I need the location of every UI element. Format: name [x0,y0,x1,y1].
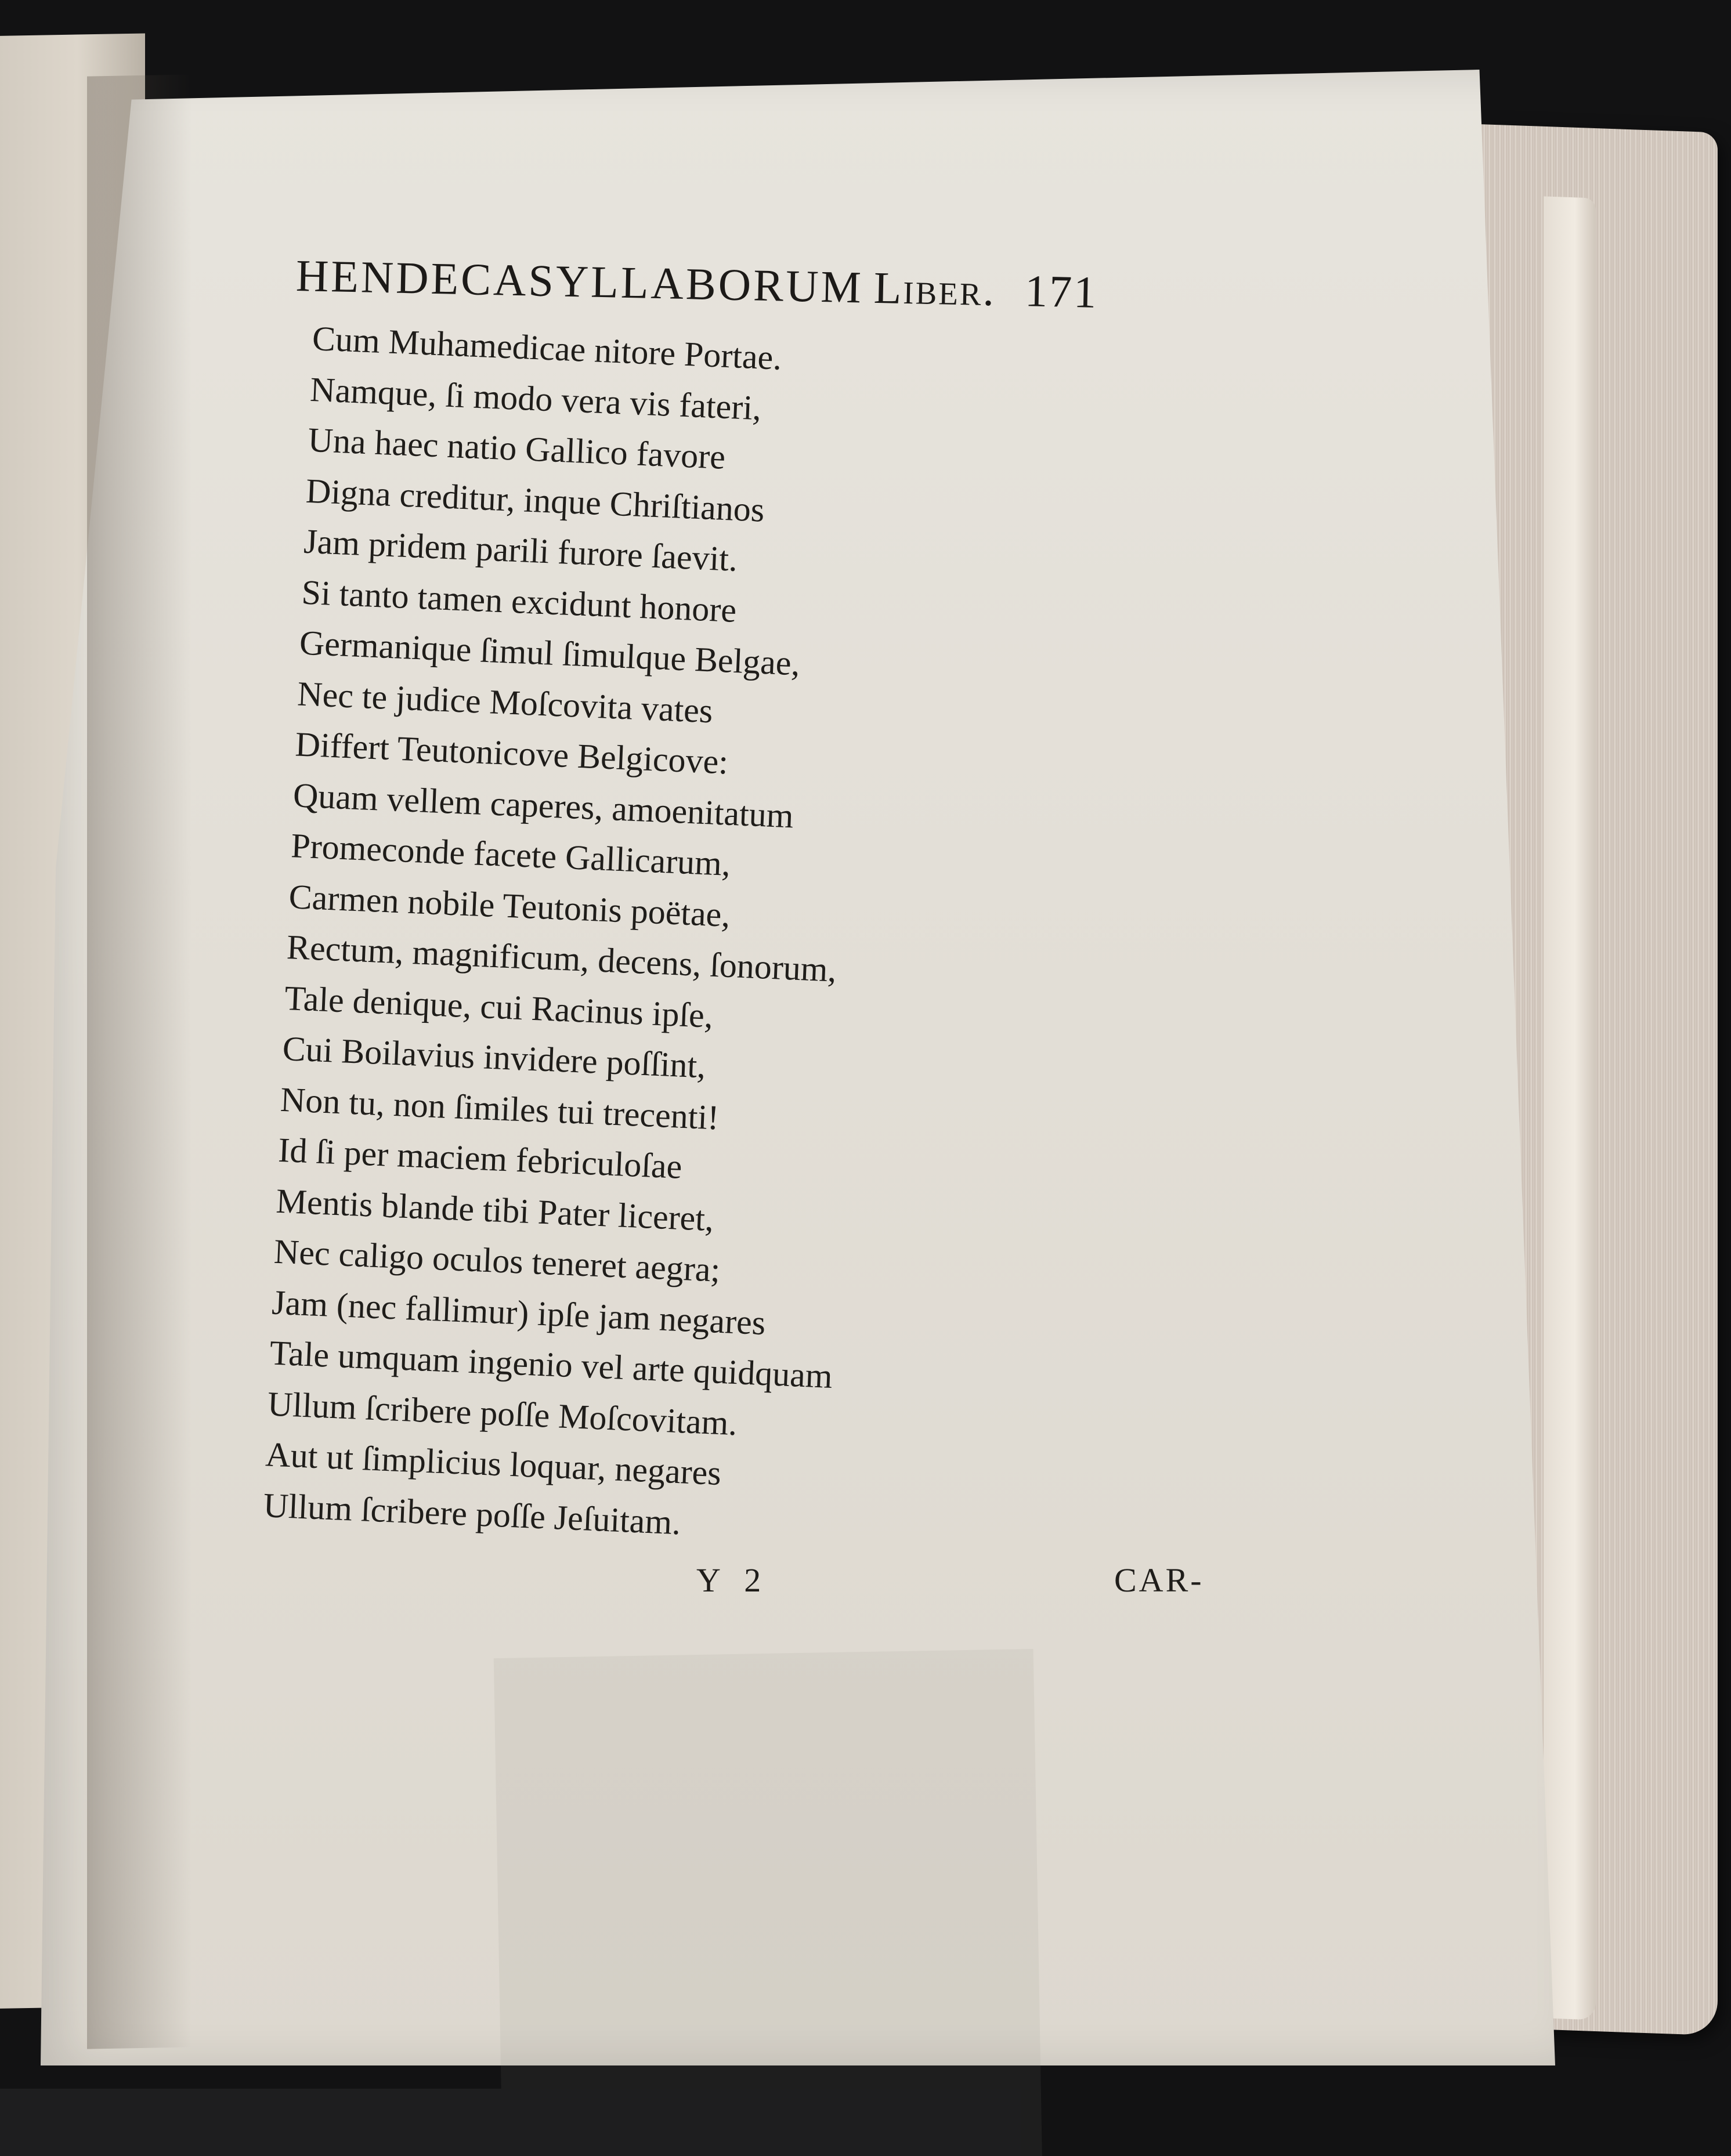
verse-line: Jam pridem parili furore ſaevit. [303,522,739,578]
verse-line: Id ſi per maciem febriculoſae [277,1130,683,1186]
verse-line: Una haec natio Gallico favore [307,420,727,476]
verse-line: Digna creditur, inque Chriſtianos [305,471,765,529]
verse-line: Promeconde facete Gallicarum, [290,826,732,883]
show-through-ornament [494,1649,1045,2156]
table-surface [0,2089,1021,2156]
gutter-shadow [87,74,191,2049]
running-head-liber: Liber. [873,262,997,316]
verse-line: Ullum ſcribere poſſe Jeſuitam. [262,1485,682,1542]
book-cover-edge [1544,196,1596,2020]
page-number: 171 [1024,265,1099,317]
verse-line: Jam (nec fallimur) ipſe jam negares [271,1283,767,1342]
verse-line: Tale umquam ingenio vel arte quidquam [269,1333,833,1396]
verse-line: Nec caligo oculos teneret aegra; [273,1232,721,1289]
verse-line: Ullum ſcribere poſſe Moſcovitam. [266,1384,738,1442]
verse-text [262,313,876,1554]
verse-line: Quam vellem caperes, amoenitatum [292,775,794,835]
verse-line: Differt Teutonicove Belgicove: [294,725,729,782]
verse-line: Rectum, magnificum, decens, ſonorum, [286,928,837,989]
catchword: CAR- [1114,1561,1204,1599]
verse-line: Si tanto tamen excidunt honore [301,573,738,630]
verse-line: Nec te judice Moſcovita vates [297,674,714,730]
verse-line: Cui Boilavius invidere poſſint, [281,1029,707,1086]
running-head-title: HENDECASYLLABORUM [295,250,864,313]
verse-line: Carmen nobile Teutonis poëtae, [288,877,731,934]
verse-line: Non tu, non ſimiles tui trecenti! [279,1080,720,1137]
verse-line: Tale denique, cui Racinus ipſe, [284,978,714,1035]
signature-mark: Y 2 [696,1561,769,1599]
verse-line: Cum Muhamedicae nitore Portae. [311,319,783,377]
verse-line: Aut ut ſimplicius loquar, negares [265,1435,722,1493]
verse-line: Germanique ſimul ſimulque Belgae, [298,623,801,683]
verse-line: Mentis blande tibi Pater liceret, [275,1181,715,1238]
verse-line: Namque, ſi modo vera vis fateri, [309,370,762,427]
